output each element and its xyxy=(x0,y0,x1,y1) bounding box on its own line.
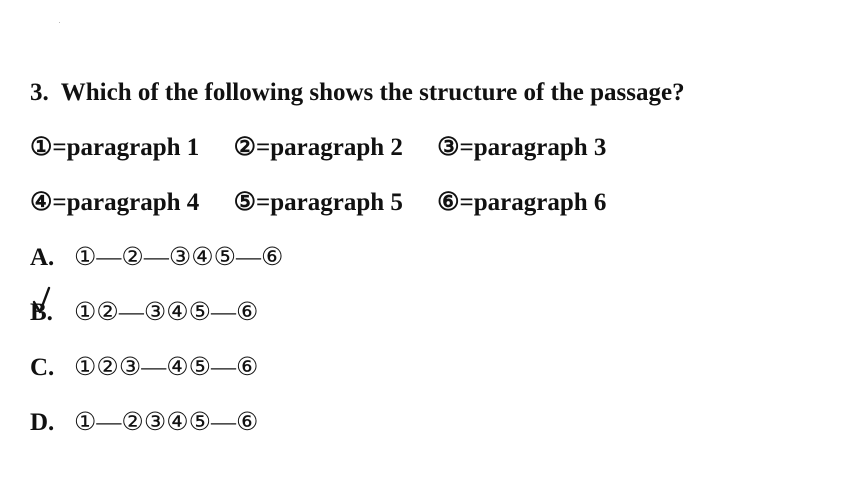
option-b[interactable] xyxy=(30,298,258,328)
mapping-row-2 xyxy=(30,188,606,218)
option-letter: B. xyxy=(30,299,53,326)
option-letter: C. xyxy=(30,354,55,381)
question-text: Which of the following shows the structure of the passage? xyxy=(60,79,685,106)
question-number: 3. xyxy=(30,79,49,106)
question-line xyxy=(30,78,685,108)
option-sequence: ①②③—④⑤—⑥ xyxy=(74,354,259,381)
mapping-item: ⑤=paragraph 5 xyxy=(233,189,403,216)
mapping-row-1 xyxy=(30,133,606,163)
stray-dot xyxy=(59,22,60,23)
option-letter-wrap xyxy=(30,298,74,328)
option-letter: D. xyxy=(30,409,55,436)
option-sequence: ①—②③④⑤—⑥ xyxy=(74,409,259,436)
mapping-item: ②=paragraph 2 xyxy=(233,134,403,161)
option-a[interactable] xyxy=(30,243,283,273)
option-letter: A. xyxy=(30,244,55,271)
mapping-item: ③=paragraph 3 xyxy=(437,134,607,161)
option-d[interactable] xyxy=(30,408,258,438)
option-sequence: ①—②—③④⑤—⑥ xyxy=(74,244,284,271)
mapping-item: ⑥=paragraph 6 xyxy=(437,189,607,216)
option-c[interactable] xyxy=(30,353,258,383)
mapping-item: ④=paragraph 4 xyxy=(30,189,200,216)
mapping-item: ①=paragraph 1 xyxy=(30,134,200,161)
option-sequence: ①②—③④⑤—⑥ xyxy=(74,299,259,326)
